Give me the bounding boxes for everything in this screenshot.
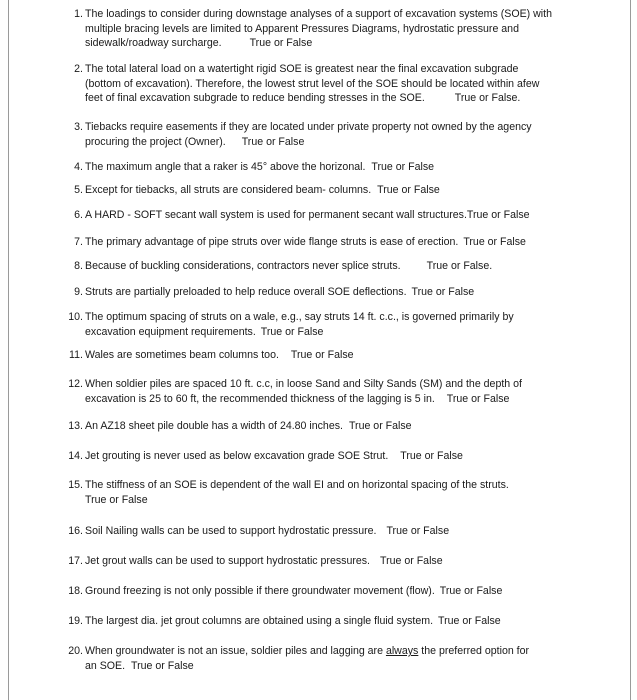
question-number: 20.: [68, 645, 83, 657]
question-text: [85, 449, 590, 464]
question-text: [85, 208, 590, 223]
question-text: [85, 419, 590, 434]
true-or-false-label: True or False: [438, 615, 501, 627]
question-line: Because of buckling considerations, contractors never splice struts. True or False.: [85, 260, 493, 272]
true-or-false-label: True or False: [439, 585, 503, 597]
question-line: excavation equipment requirements. True or False: [85, 325, 324, 338]
true-or-false-label: True or False: [446, 392, 510, 405]
question-text: [85, 7, 590, 51]
question-text: [85, 285, 590, 300]
question-text: [85, 120, 590, 149]
true-or-false-label: True or False: [377, 184, 440, 196]
question-text: [85, 554, 590, 569]
question-line: The largest dia. jet grout columns are obtained using a single fluid system. True or False: [85, 615, 501, 627]
question-line: (bottom of excavation). Therefore, the lowest strut level of the SOE should be located within afew: [85, 77, 540, 90]
true-or-false-label: True or False: [466, 209, 530, 221]
underlined-word: always: [385, 645, 419, 657]
question-line: The stiffness of an SOE is dependent of the wall EI and on horizontal spacing of the struts.: [85, 479, 509, 491]
question-text: [85, 235, 590, 250]
true-or-false-label: True or False: [131, 659, 194, 672]
question-line: Jet grout walls can be used to support hydrostatic pressures. True or False: [85, 555, 443, 567]
true-or-false-label: True or False: [386, 525, 450, 537]
question-text: [85, 160, 590, 175]
question-line: multiple bracing levels are limited to Apparent Pressures Diagrams, hydrostatic pressure and: [85, 22, 519, 35]
question-line: Tiebacks require easements if they are located under private property not owned by the agency: [85, 121, 532, 133]
question-number: 5.: [74, 184, 83, 196]
question-number: 3.: [74, 121, 83, 133]
question-text: [85, 377, 590, 406]
true-or-false-label: True or False: [400, 450, 463, 462]
question-line: Jet grouting is never used as below excavation grade SOE Strut. True or False: [85, 450, 463, 462]
question-line: Except for tiebacks, all struts are considered beam- columns. True or False: [85, 184, 440, 196]
question-number: 4.: [74, 161, 83, 173]
question-line: sidewalk/roadway surcharge. True or False: [85, 37, 313, 49]
true-or-false-label: True or False: [380, 555, 443, 567]
question-number: 10.: [68, 311, 83, 323]
question-number: 1.: [74, 8, 83, 20]
question-line: Ground freezing is not only possible if there groundwater movement (flow). True or False: [85, 585, 503, 597]
question-line: The optimum spacing of struts on a wale, e.g., say struts 14 ft. c.c., is governed primarily by: [85, 311, 514, 323]
question-number: 17.: [68, 555, 83, 567]
document-page: [8, 0, 631, 700]
true-or-false-label: True or False: [371, 161, 435, 173]
question-text: [85, 183, 590, 198]
question-number: 7.: [74, 236, 83, 248]
true-or-false-label: True or False: [411, 286, 475, 298]
question-number: 12.: [68, 378, 83, 390]
question-number: 19.: [68, 615, 83, 627]
question-line: Wales are sometimes beam columns too. True or False: [85, 349, 354, 361]
question-line: The maximum angle that a raker is 45° above the horizonal. True or False: [85, 161, 435, 173]
question-number: 11.: [69, 349, 83, 361]
question-line: The loadings to consider during downstage analyses of a support of excavation systems (SOE) with: [85, 8, 552, 20]
question-line: excavation is 25 to 60 ft, the recommended thickness of the lagging is 5 in. True or False: [85, 392, 510, 405]
question-number: 16.: [68, 525, 83, 537]
question-number: 2.: [74, 63, 83, 75]
true-or-false-label: True or False: [249, 37, 313, 49]
question-text: [85, 614, 590, 629]
question-text: [85, 644, 590, 673]
question-text: [85, 584, 590, 599]
question-text: [85, 478, 590, 507]
true-or-false-label: True or False: [348, 420, 412, 432]
true-or-false-label: True or False: [85, 493, 148, 506]
question-line: The primary advantage of pipe struts over wide flange struts is ease of erection. True or False: [85, 236, 526, 248]
true-or-false-label: True or False: [463, 236, 526, 248]
question-line: Soil Nailing walls can be used to support hydrostatic pressure. True or False: [85, 525, 450, 537]
question-line: an SOE. True or False: [85, 659, 194, 672]
question-number: 6.: [74, 209, 83, 221]
question-number: 14.: [68, 450, 83, 462]
question-number: 13.: [68, 420, 83, 432]
question-text: [85, 310, 590, 339]
question-line: Struts are partially preloaded to help reduce overall SOE deflections. True or False: [85, 286, 475, 298]
question-text: [85, 524, 590, 539]
question-number: 15.: [68, 479, 83, 491]
true-or-false-label: True or False.: [454, 92, 521, 104]
question-line: feet of final excavation subgrade to reduce bending stresses in the SOE. True or False.: [85, 92, 521, 104]
question-line: The total lateral load on a watertight rigid SOE is greatest near the final excavation subgrade: [85, 63, 519, 75]
question-text: [85, 62, 590, 106]
question-line: A HARD - SOFT secant wall system is used for permanent secant wall structures.True or False: [85, 209, 530, 221]
true-or-false-label: True or False: [241, 135, 305, 148]
question-line: When groundwater is not an issue, soldier piles and lagging are always the preferred option for: [85, 645, 530, 657]
question-line: procuring the project (Owner). True or False: [85, 135, 305, 148]
true-or-false-label: True or False: [260, 325, 324, 338]
true-or-false-label: True or False: [290, 349, 354, 361]
question-text: [85, 348, 590, 363]
question-line: An AZ18 sheet pile double has a width of 24.80 inches. True or False: [85, 420, 412, 432]
question-number: 9.: [74, 286, 83, 298]
true-or-false-label: True or False.: [426, 260, 493, 272]
question-text: [85, 259, 590, 274]
question-number: 18.: [68, 585, 83, 597]
question-number: 8.: [74, 260, 83, 272]
question-line: When soldier piles are spaced 10 ft. c.c, in loose Sand and Silty Sands (SM) and the depth of: [85, 378, 522, 390]
